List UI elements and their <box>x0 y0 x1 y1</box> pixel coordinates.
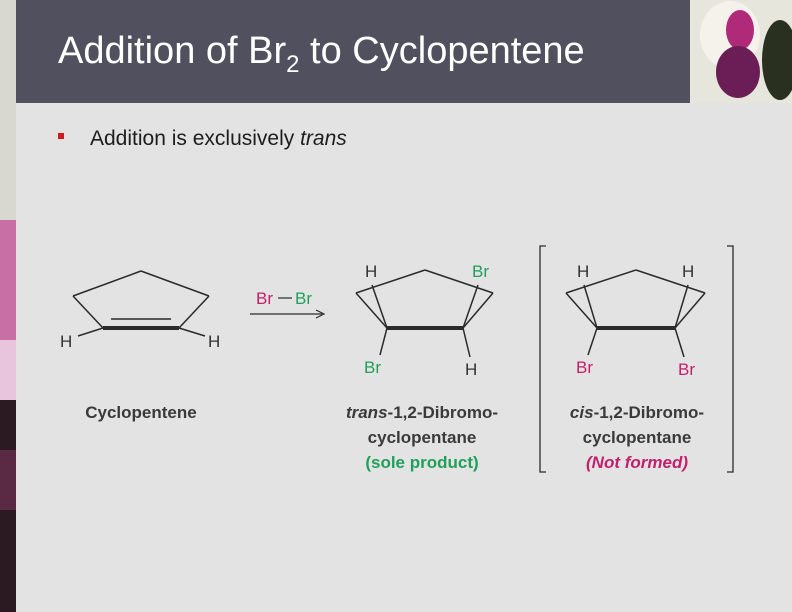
reaction-arrow-icon <box>250 310 324 318</box>
trans-product-name-line2: cyclopentane <box>367 428 477 447</box>
title-pre: Addition of Br <box>58 30 287 72</box>
trans-product-structure <box>356 262 493 379</box>
cis-product-note: (Not formed) <box>586 453 688 472</box>
trans-name-rest: -1,2-Dibromo- <box>387 403 499 422</box>
reagent-br-right: Br <box>295 289 312 308</box>
cyclopentene-structure <box>60 271 220 351</box>
cis-name-rest: -1,2-Dibromo- <box>593 403 705 422</box>
cis-atom-top-left: H <box>577 262 590 281</box>
trans-product-name <box>346 403 498 422</box>
trans-product-note: (sole product) <box>365 453 479 472</box>
bullet-text-italic: trans <box>300 127 347 150</box>
trans-atom-top-left: H <box>365 262 378 281</box>
cis-name-italic: cis <box>569 403 594 422</box>
cis-product-name <box>570 403 704 422</box>
trans-atom-bottom-left: Br <box>364 358 381 377</box>
title-post: to Cyclopentene <box>299 30 585 72</box>
cis-atom-bottom-right: Br <box>678 360 695 379</box>
title-subscript: 2 <box>286 51 300 78</box>
trans-name-italic: trans <box>345 403 388 422</box>
reactant-name: Cyclopentene <box>85 403 197 422</box>
cis-product-structure <box>566 262 705 379</box>
bullet-text-main: Addition is exclusively <box>90 127 301 150</box>
trans-atom-top-right: Br <box>472 262 489 281</box>
reagent-br-left: Br <box>256 289 273 308</box>
reactant-atom-h-left: H <box>60 332 73 351</box>
cis-product-name-line2: cyclopentane <box>582 428 692 447</box>
reactant-atom-h-right: H <box>208 332 221 351</box>
cis-atom-bottom-left: Br <box>576 358 593 377</box>
trans-atom-bottom-right: H <box>465 360 478 379</box>
cis-atom-top-right: H <box>682 262 695 281</box>
